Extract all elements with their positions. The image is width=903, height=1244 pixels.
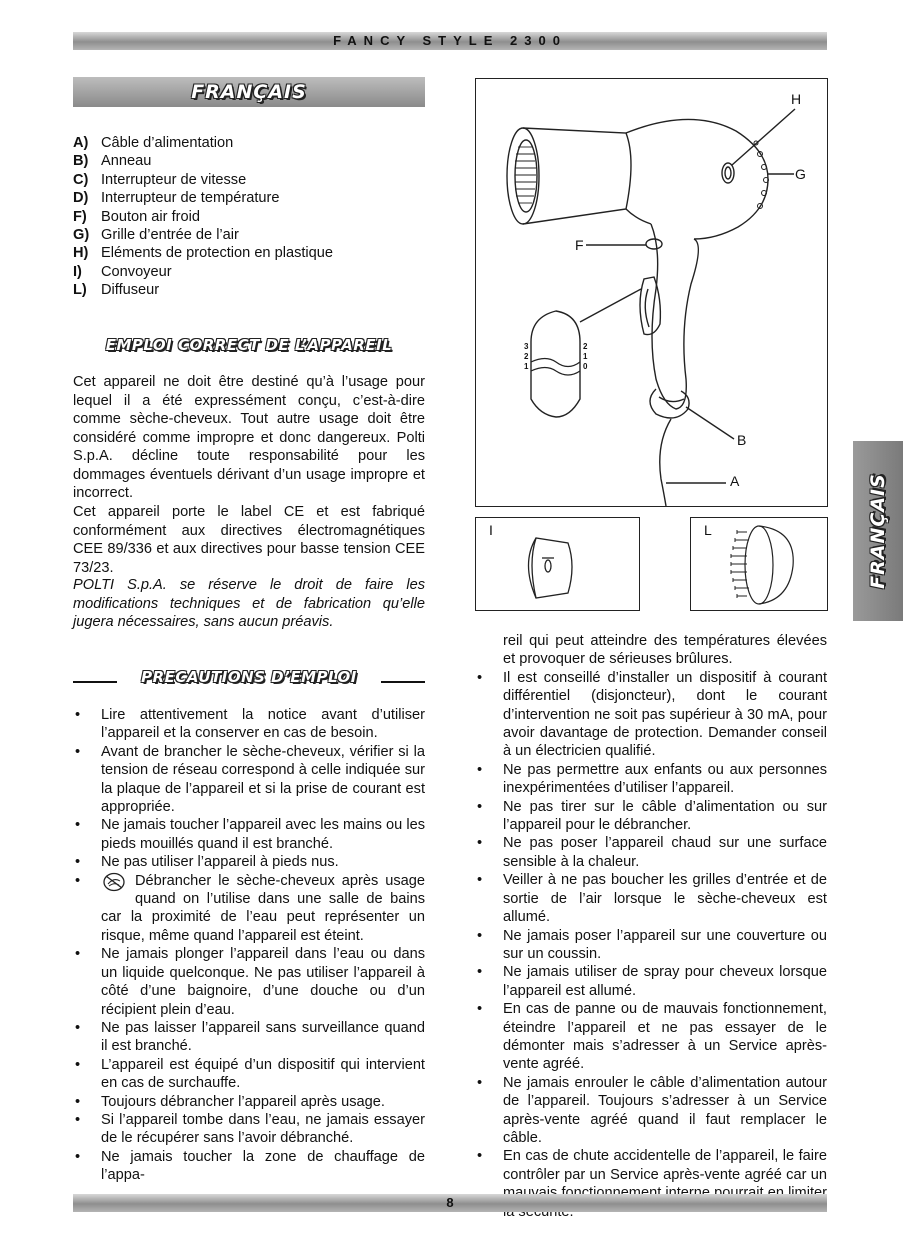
no-water-icon <box>101 872 129 892</box>
emploi-section-title <box>73 336 425 354</box>
parts-list-item <box>73 263 425 281</box>
list-item: • Ne pas tirer sur le câble d’alimentation ou sur l’appareil pour le débrancher. <box>475 798 827 835</box>
emploi-paragraph-3: POLTI S.p.A. se réserve le droit de faire les modifications techniques et de fabrication qu’elle jugera nécessaires, sans aucun préavis. <box>73 577 425 630</box>
list-item: • Ne jamais poser l’appareil sur une couverture ou sur un coussin. <box>475 927 827 964</box>
switch-scale-right <box>583 342 587 372</box>
emploi-title-text: EMPLOI CORRECT DE L’APPAREIL <box>105 336 393 354</box>
list-item: • Lire attentivement la notice avant d’utiliser l’appareil et la conserver en cas de besoin. <box>73 706 425 743</box>
list-item <box>73 872 425 946</box>
side-tab-label: FRANÇAIS <box>867 473 889 589</box>
parts-list-item <box>73 171 425 189</box>
list-item: • Ne pas laisser l’appareil sans surveillance quand il est branché. <box>73 1019 425 1056</box>
diffuser-figure <box>690 517 828 611</box>
label-l: L <box>704 522 712 538</box>
list-item: • Ne pas poser l’appareil chaud sur une surface sensible à la chaleur. <box>475 834 827 871</box>
part-key: F) <box>73 208 87 225</box>
part-label: Câble d’alimentation <box>101 135 234 151</box>
label-i: I <box>489 522 493 538</box>
list-item-continuation: reil qui peut atteindre des températures élevées et provoquer de sérieuses brûlures. <box>503 633 827 668</box>
precautions-title-text: PRECAUTIONS D’EMPLOI <box>141 668 357 686</box>
concentrator-figure <box>475 517 640 611</box>
label-g: G <box>795 166 806 182</box>
emploi-paragraph-2: Cet appareil porte le label CE et est fabriqué conformément aux directives électromagnétiques CEE 89/336 et aux directives pour basse tension CEE 73/23. <box>73 504 425 576</box>
list-item: • Si l’appareil tombe dans l’eau, ne jamais essayer de le récupérer sans l’avoir débranché. <box>73 1111 425 1148</box>
language-side-tab <box>853 441 903 621</box>
part-key: B) <box>73 153 89 170</box>
parts-list-item <box>73 281 425 299</box>
precautions-list-right <box>475 632 827 1221</box>
list-item: • Ne jamais enrouler le câble d’alimentation autour de l’appareil. Toujours s’adresser à un Service après-vente agréé quand il faut remplacer le câble. <box>475 1074 827 1148</box>
parts-list <box>73 134 425 300</box>
list-item: • Avant de brancher le sèche-cheveux, vérifier si la tension de réseau correspond à celle indiquée sur la plaque de l’appareil et si la prise de courant est appropriée. <box>73 743 425 817</box>
list-item: • Ne jamais utiliser de spray pour cheveux lorsque l’appareil est allumé. <box>475 963 827 1000</box>
parts-list-item <box>73 152 425 170</box>
diffuser-icon <box>691 518 827 610</box>
part-key: H) <box>73 245 89 262</box>
parts-list-item <box>73 134 425 152</box>
part-key: I) <box>73 263 82 280</box>
part-label: Interrupteur de température <box>101 190 280 207</box>
list-item: • Ne pas permettre aux enfants ou aux personnes inexpérimentées d’utiliser l’appareil. <box>475 761 827 798</box>
list-item: • Veiller à ne pas boucher les grilles d’entrée et de sortie de l’air lorsque le sèche-cheveux est allumé. <box>475 871 827 926</box>
list-item: • Ne jamais plonger l’appareil dans l’eau ou dans un liquide quelconque. Ne pas utiliser l’appareil à côté d’une baignoire, d’une douche ou d’un récipient plein d’eau. <box>73 945 425 1019</box>
concentrator-icon <box>476 518 639 610</box>
label-b: B <box>737 432 747 448</box>
switch-step: 1 <box>524 362 529 371</box>
language-title-box <box>73 77 425 107</box>
switch-step: 0 <box>583 362 588 371</box>
hair-dryer-figure <box>475 78 828 507</box>
list-item: • Toujours débrancher l’appareil après usage. <box>73 1093 425 1111</box>
part-key: D) <box>73 190 89 207</box>
switch-step: 2 <box>583 342 588 351</box>
switch-step: 1 <box>583 352 588 361</box>
part-label: Anneau <box>101 153 152 170</box>
switch-scale-left <box>524 342 528 372</box>
part-key: G) <box>73 227 90 244</box>
precautions-list-left <box>73 706 425 1185</box>
part-label: Grille d’entrée de l’air <box>101 227 239 244</box>
header-title: FANCY STYLE 2300 <box>73 32 827 50</box>
part-label: Diffuseur <box>101 282 160 299</box>
parts-list-item <box>73 226 425 244</box>
list-item: • En cas de panne ou de mauvais fonctionnement, éteindre l’appareil et ne pas essayer de le démonter mais s’adresser à un Service après-vente agréé. <box>475 1000 827 1074</box>
part-label: Bouton air froid <box>101 208 200 225</box>
precautions-section-title <box>73 668 425 686</box>
part-key: A) <box>73 135 89 151</box>
list-item-text: Débrancher le sèche-cheveux après usage quand on l’utilise dans une salle de bains car la proximité de l’eau peut représenter un risque, même quand l’appareil est éteint. <box>101 872 425 944</box>
list-item: • Ne pas utiliser l’appareil à pieds nus. <box>73 853 425 871</box>
part-key: L) <box>73 282 87 299</box>
language-title: FRANÇAIS <box>191 81 307 103</box>
part-label: Interrupteur de vitesse <box>101 171 247 188</box>
label-h: H <box>791 91 802 107</box>
emploi-paragraph-1: Cet appareil ne doit être destiné qu’à l’usage pour lequel il a été expressément conçu, c’est-à-dire comme sèche-cheveux. Tout autre usage doit être considéré comme impropre et donc dangereux. Polti S.p.A. décline toute responsabilité pour les dommages éventuels dérivant d’un usage impropre et incorrect. <box>73 374 425 501</box>
part-key: C) <box>73 171 89 188</box>
hair-dryer-illustration <box>476 79 827 506</box>
label-f: F <box>575 237 584 253</box>
parts-list-item <box>73 244 425 262</box>
list-item: • Ne jamais toucher la zone de chauffage de l’appa- <box>73 1148 425 1185</box>
list-item: • En cas de chute accidentelle de l’appareil, le faire contrôler par un Service après-vente agréé car un <box>475 1147 827 1221</box>
part-label: Eléments de protection en plastique <box>101 245 334 262</box>
part-label: Convoyeur <box>101 263 172 280</box>
parts-list-item <box>73 189 425 207</box>
label-a: A <box>730 473 740 489</box>
list-item: • Il est conseillé d’installer un dispositif à courant différentiel (disjoncteur), dont le courant d’intervention ne soit pas supérieur à 30 mA, pour avoir davantage de protection. Demander conseil à un électricien qualifié. <box>475 669 827 761</box>
parts-list-item <box>73 208 425 226</box>
page-number: 8 <box>73 1194 827 1212</box>
list-item: • Ne jamais toucher l’appareil avec les mains ou les pieds mouillés quand il est branché. <box>73 816 425 853</box>
list-item: • L’appareil est équipé d’un dispositif qui intervient en cas de surchauffe. <box>73 1056 425 1093</box>
switch-step: 3 <box>524 342 529 351</box>
switch-step: 2 <box>524 352 529 361</box>
